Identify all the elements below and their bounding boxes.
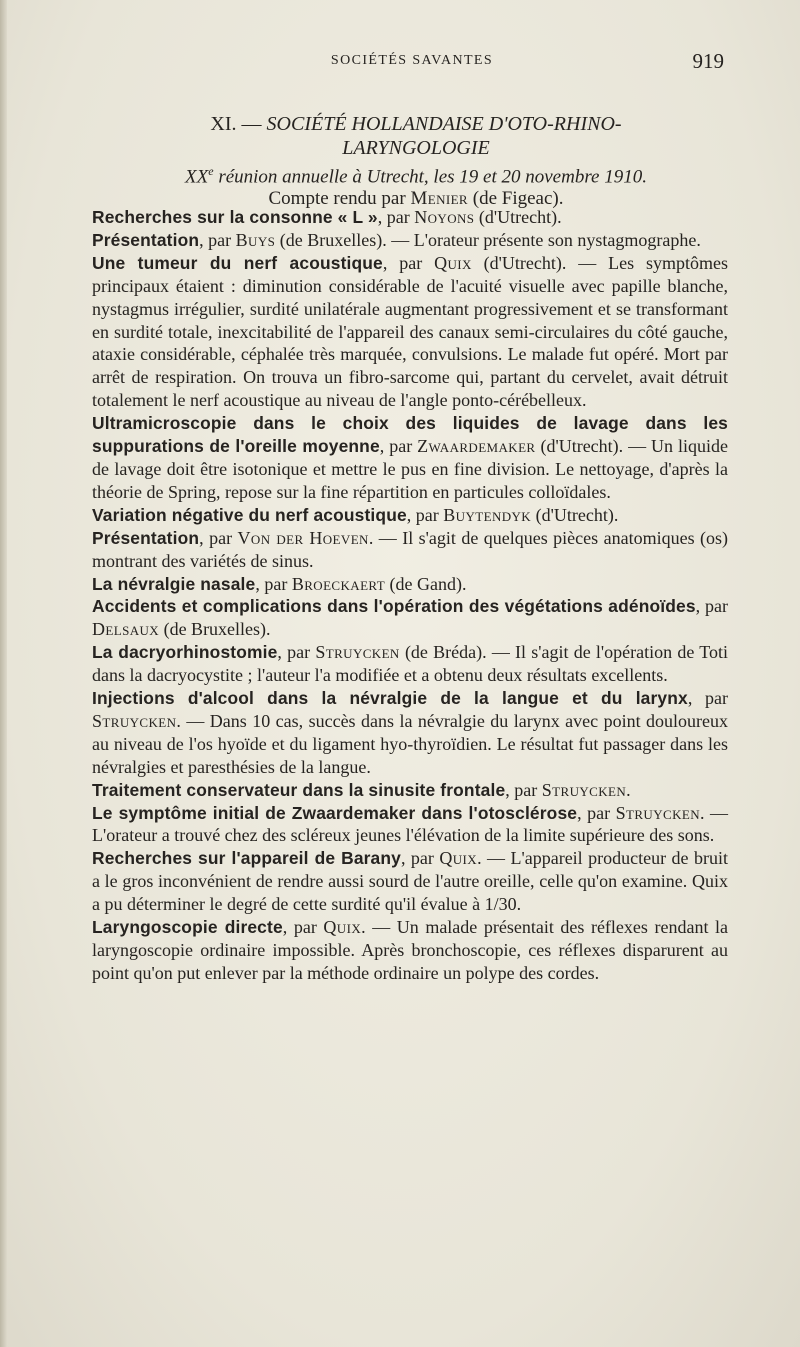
meeting-text: réunion annuelle à Utrecht, les 19 et 20 novembre 1910.	[213, 166, 647, 188]
entry-author: Struycken	[615, 802, 700, 823]
entry-author: Buytendyk	[443, 504, 532, 525]
entry-text: (d'Utrecht).	[531, 504, 619, 525]
entry-text: (d'Utrecht).	[474, 207, 562, 227]
section-title-line-1	[92, 112, 740, 136]
entry-text: . — Dans 10 cas, succès dans la névralgie du larynx avec point douloureux au niveau de l'os hyoïde et du ligament hyo-thyroïdien. Le résultat fut passager dans les névralgies et paresthésies de la langue.	[92, 710, 728, 777]
reporter-name: Menier	[410, 188, 469, 210]
meeting-ordinal-sup: e	[208, 164, 214, 178]
entry-sep: , par	[199, 527, 238, 548]
entry-sep: , par	[377, 207, 415, 227]
entry-author: Struycken	[315, 642, 400, 663]
entry-title: Injections d'alcool dans la névralgie de la langue et du larynx	[92, 688, 688, 709]
entry-sep: , par	[199, 229, 236, 250]
entry-text: . — Un malade présentait des réflexes rendant la laryngoscopie ordinaire impossible. Après bronchoscopie, ces réflexes disparurent au point qu'on put enlever par la méthode ordinaire un polype des cordes.	[92, 917, 729, 983]
entry-sep: , par	[282, 917, 324, 938]
entry-sep: , par	[505, 779, 542, 800]
entry-4	[92, 412, 728, 504]
entry-title: La névralgie nasale	[92, 573, 256, 594]
entry-7	[92, 573, 728, 596]
entry-sep: , par	[695, 596, 728, 617]
entry-sep: , par	[577, 802, 616, 823]
entry-text: .	[626, 779, 631, 800]
entry-sep: , par	[277, 642, 316, 663]
entry-title: Présentation	[92, 527, 200, 548]
entry-text: . — L'orateur a trouvé chez des scléreux jeunes l'élévation de la limite supérieure des sons.	[92, 802, 728, 846]
entry-author: Zwaardemaker	[417, 436, 536, 457]
entry-14	[92, 916, 728, 985]
running-head	[92, 49, 732, 73]
entry-9	[92, 641, 728, 687]
entry-author: Noyons	[414, 207, 475, 227]
entry-sep: , par	[406, 504, 444, 525]
entry-sep: , par	[255, 573, 292, 594]
entry-2	[92, 229, 728, 252]
entry-sep: , par	[687, 688, 728, 709]
meeting-dates	[92, 160, 740, 188]
entry-sep: , par	[379, 436, 418, 457]
page-spine-shadow	[0, 0, 7, 1347]
society-name: SOCIÉTÉ HOLLANDAISE D'OTO-RHINO-	[266, 113, 622, 135]
section-number: XI. —	[210, 113, 262, 135]
entry-author: Broeckaert	[291, 573, 386, 594]
section-title-line-2: LARYNGOLOGIE	[342, 137, 490, 159]
entry-title: Ultramicroscopie dans le choix des liquides de lavage dans les suppurations de l'oreille moyenne	[92, 413, 728, 457]
entry-title: Présentation	[92, 229, 200, 250]
entry-title: Variation négative du nerf acoustique	[92, 504, 407, 525]
body-text	[92, 206, 728, 985]
entry-11	[92, 779, 728, 802]
entry-title: La dacryorhinostomie	[92, 642, 278, 663]
entry-author: Quix	[439, 848, 478, 869]
entry-author: Struycken	[92, 710, 177, 731]
entry-8	[92, 595, 728, 641]
entry-text: (de Bréda). — Il s'agit de l'opération de Toti dans la dacryocystite ; l'auteur l'a modifiée et a obtenu deux résultats excellents.	[92, 642, 728, 686]
entry-title: Laryngoscopie directe	[92, 917, 283, 938]
section-title	[92, 112, 740, 160]
entry-author: Struycken	[541, 779, 627, 800]
meeting-info	[92, 160, 740, 210]
entry-13	[92, 847, 728, 916]
entry-3	[92, 252, 728, 412]
entry-title: Traitement conservateur dans la sinusite frontale	[92, 779, 506, 800]
entry-title: Recherches sur la consonne « L »	[92, 207, 378, 227]
entry-sep: , par	[400, 848, 440, 869]
entry-title: Recherches sur l'appareil de Barany	[92, 848, 401, 869]
entry-text: . — Il s'agit de quelques pièces anatomiques (os) montrant des variétés de sinus.	[92, 527, 729, 571]
entry-text: . — L'appareil producteur de bruit a le gros inconvénient de rendre aussi sourd de l'autre oreille, celle qu'on examine. Quix a pu déterminer le degré de cette surdité qu'il évalue à 1/30.	[92, 848, 728, 915]
running-title: SOCIÉTÉS SAVANTES	[330, 53, 494, 68]
meeting-ordinal: XX	[185, 166, 209, 188]
entry-text: (d'Utrecht). — Les symptômes principaux étaient : diminution considérable de l'acuité visuelle avec papille blanche, nystagmus irrégulier, surdité unilatérale augmentant progressivement et se transformant en surdité totale, inexcitabilité de l'appareil des canaux semi-circulaires du côté gauche, ataxie considérable, céphalée très marquée, convulsions. Le malade fut opéré. Mort par arrêt de respiration. On trouva un fibro-sarcome qui, partant du cervelet, avait détruit totalement le nerf acoustique au niveau de l'angle ponto-cérébelleux.	[92, 252, 728, 411]
entry-text: (de Bruxelles). — L'orateur présente son nystagmographe.	[275, 229, 701, 250]
entry-text: (de Gand).	[385, 573, 467, 594]
entry-author: Quix	[434, 252, 472, 273]
entry-6	[92, 527, 728, 573]
entry-title: Une tumeur du nerf acoustique	[92, 252, 383, 273]
entry-sep: , par	[382, 252, 435, 273]
entry-author: Von der Hoeven	[237, 527, 369, 548]
entry-text: (de Bruxelles).	[159, 619, 271, 640]
entry-title: Accidents et complications dans l'opération des végétations adénoïdes	[92, 596, 696, 617]
reporter-place: (de Figeac).	[468, 188, 564, 210]
entry-5	[92, 504, 728, 527]
entry-1	[92, 206, 728, 229]
entry-10	[92, 687, 728, 779]
entry-author: Delsaux	[92, 619, 160, 640]
report-prefix: Compte rendu par	[268, 188, 411, 210]
entry-author: Buys	[235, 229, 276, 250]
entry-text: (d'Utrecht). — Un liquide de lavage doit être isotonique et mettre le pus en fine division. Le nettoyage, d'après la théorie de Spring, repose sur la fine répartition en particules colloïdales.	[92, 436, 728, 502]
entry-12	[92, 802, 728, 848]
entry-title: Le symptôme initial de Zwaardemaker dans l'otosclérose	[92, 802, 578, 823]
entry-author: Quix	[323, 917, 362, 938]
page-number: 919	[692, 49, 724, 73]
